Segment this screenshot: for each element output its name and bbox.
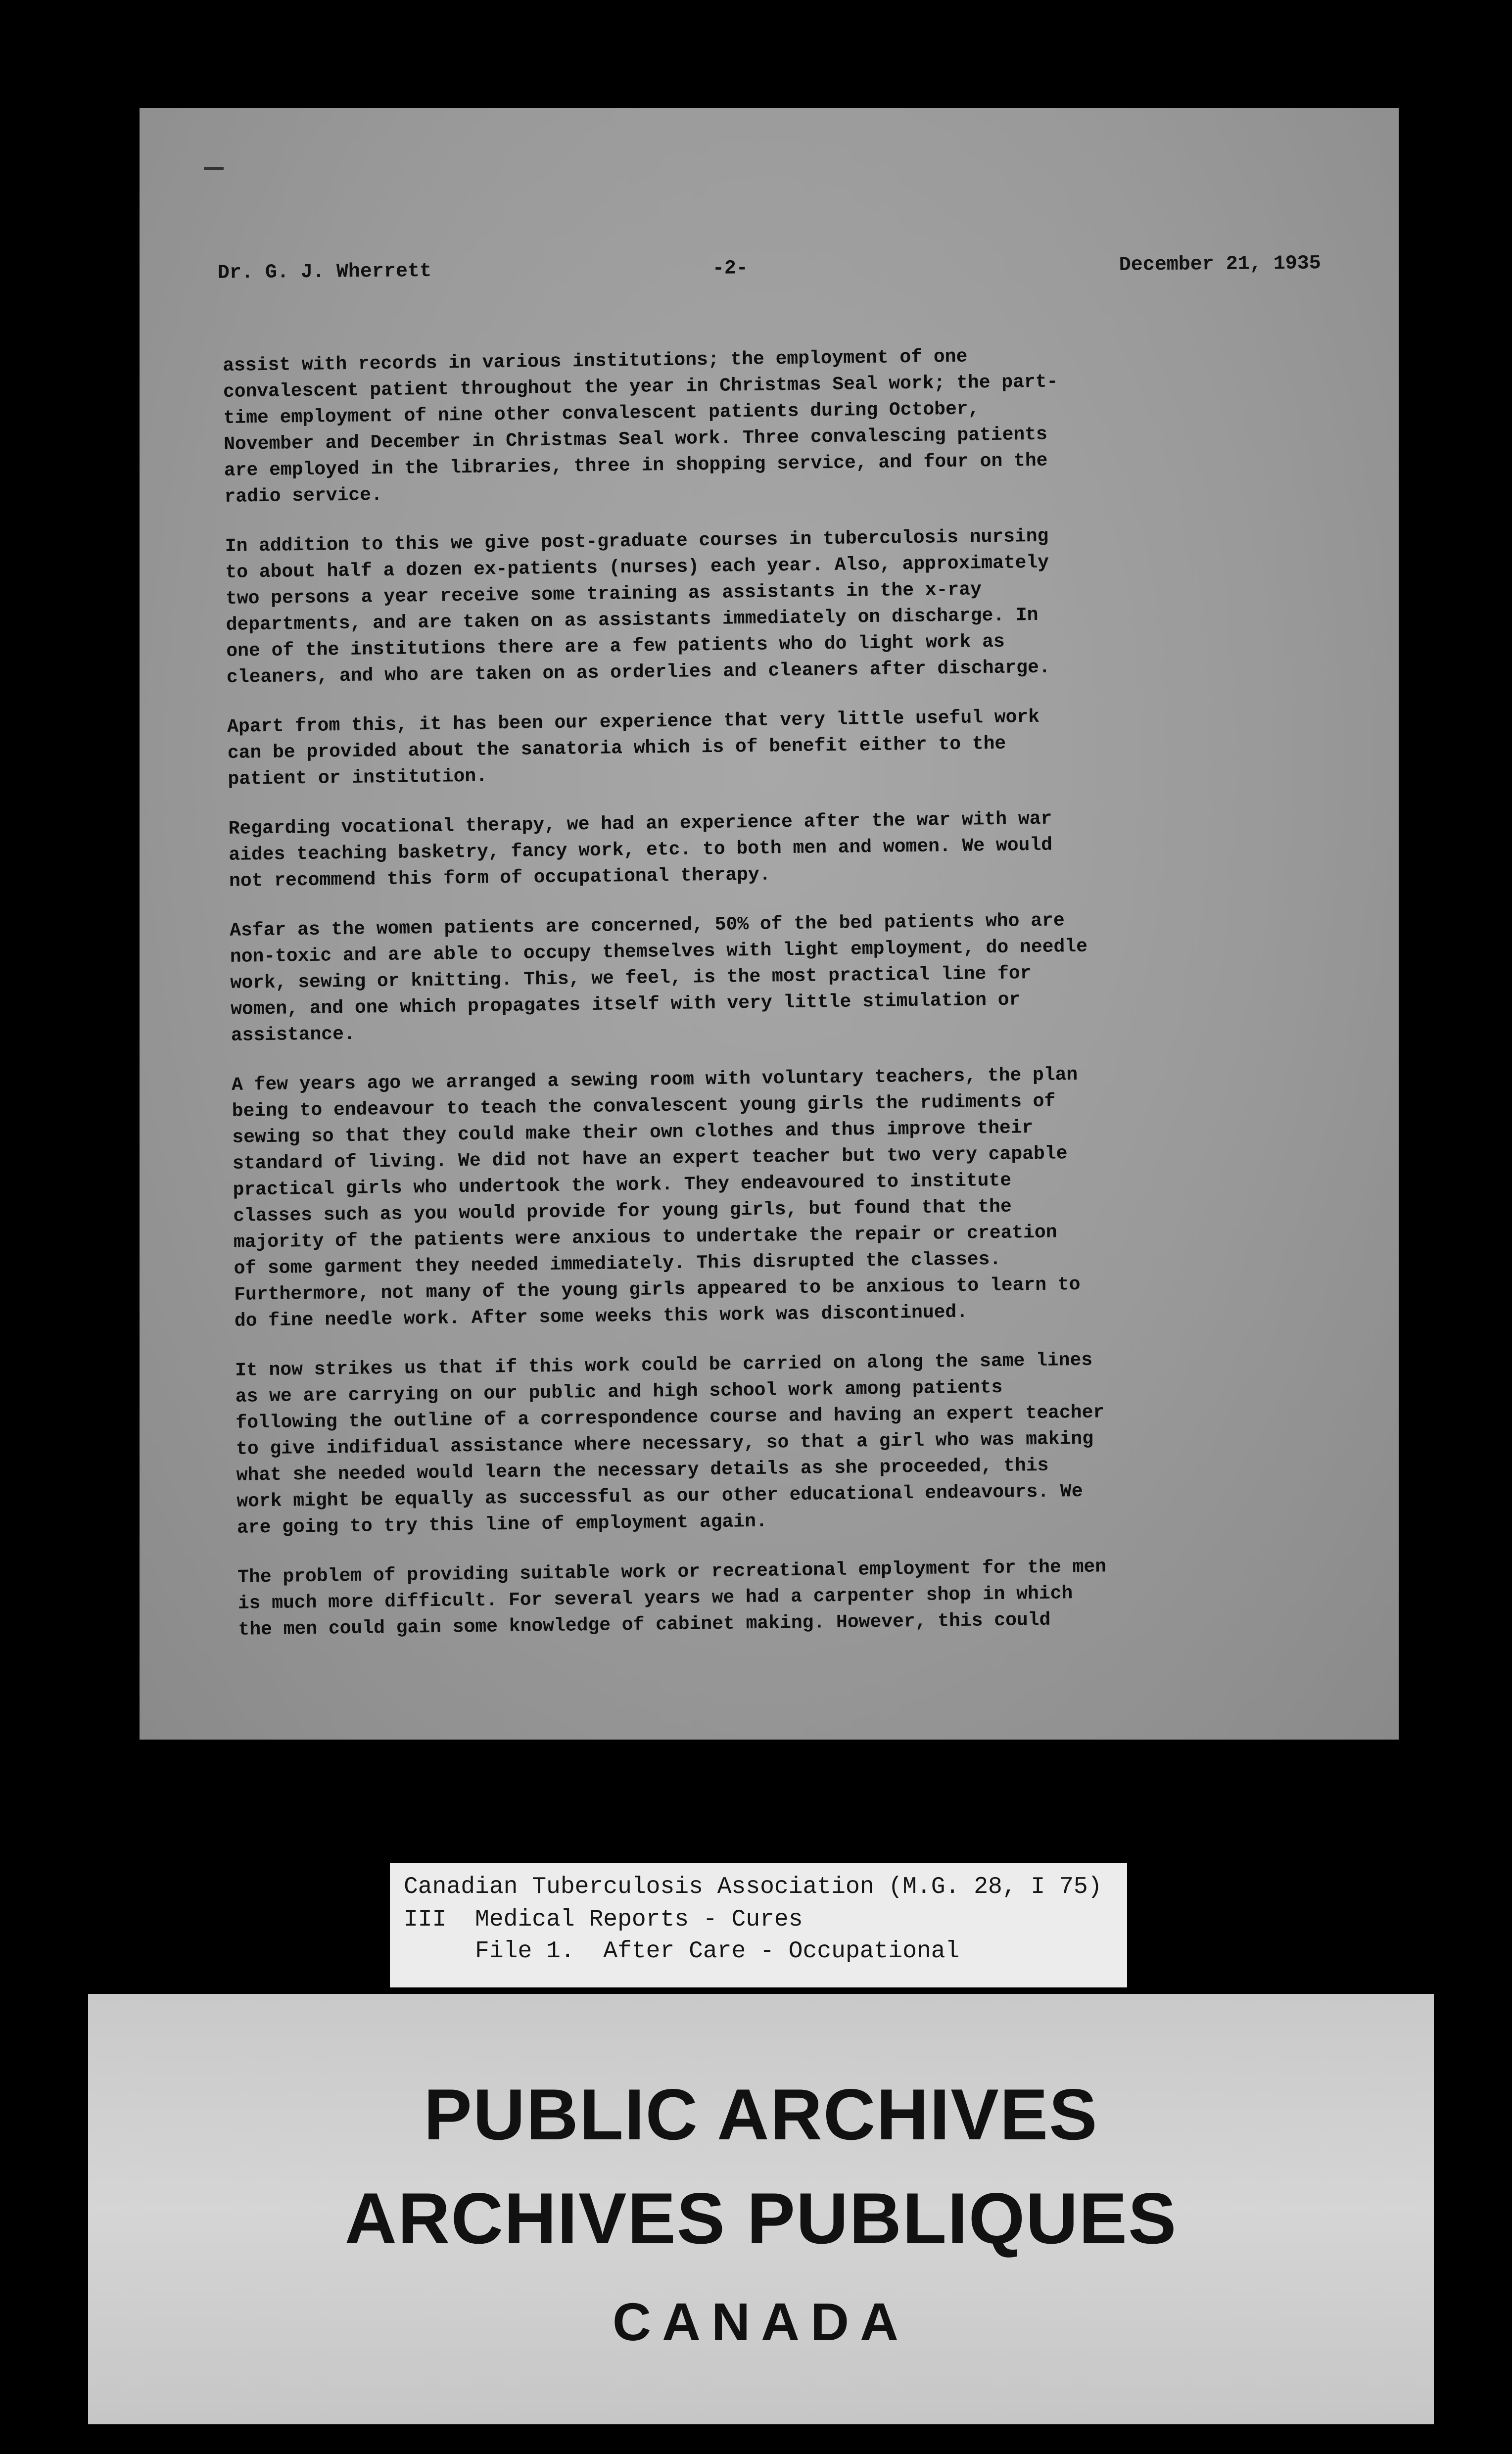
paragraph-7: It now strikes us that if this work could be carried on along the same lines as we are carrying on our public and high school work among patients following the outline of a correspondence course and having an expert teacher to give indifidual assistance where necessary, so that a girl who was making what she needed would learn the necessary details as she proceeded, this work might be equally as successful as our other educational endeavours. We are going to try this line of employment again. [235, 1349, 1105, 1539]
paragraph-3: Apart from this, it has been our experience that very little useful work can be provided about the sanatoria which is of benefit either to the patient or institution. [227, 706, 1040, 790]
letter-date: December 21, 1935 [1119, 252, 1322, 277]
letter-page [140, 108, 1399, 1740]
file-label-series: III Medical Reports - Cures [404, 1906, 803, 1933]
file-label-collection: Canadian Tuberculosis Association (M.G. 28, I 75) [404, 1874, 1102, 1900]
archives-country: CANADA [613, 2292, 909, 2352]
paragraph-5: Asfar as the women patients are concerned, 50% of the bed patients who are non-toxic and are able to occupy themselves with light employment, do needle work, sewing or knitting. This, we feel, is the most practical line for women, and one which propagates itself with very little stimulation or assistance. [230, 910, 1088, 1046]
letter-header [218, 252, 1322, 296]
archives-title-en: PUBLIC ARCHIVES [424, 2074, 1098, 2155]
paragraph-2: In addition to this we give post-graduate courses in tuberculosis nursing to about half a dozen ex-patients (nurses) each year. Also, approximately two persons a year receive some training as assistants in the x-ray departments, and are taken on as assistants immediately on discharge. In one of the institutions there are a few patients who do light work as cleaners, and who are taken on as orderlies and cleaners after discharge. [225, 525, 1050, 688]
addressee: Dr. G. J. Wherrett [217, 260, 432, 284]
letter-body [223, 339, 1357, 1666]
paragraph-8: The problem of providing suitable work or recreational employment for the men is much more difficult. For several years we had a carpenter shop in which the men could gain some knowledge of cabinet making. However, this could [237, 1556, 1107, 1641]
paragraph-1: assist with records in various institutions; the employment of one convalescent patient throughout the year in Christmas Seal work; the part- time employment of nine other convalescent patients during October, November and December in Christmas Seal work. Three convalescing patients are employed in the libraries, three in shopping service, and four on the radio service. [223, 346, 1058, 508]
archives-title-fr: ARCHIVES PUBLIQUES [344, 2178, 1178, 2259]
page-number: -2- [712, 257, 749, 281]
archives-banner [88, 1994, 1434, 2424]
file-label-file: File 1. After Care - Occupational [404, 1938, 960, 1965]
paragraph-4: Regarding vocational therapy, we had an experience after the war with war aides teaching basketry, fancy work, etc. to both men and women. We would not recommend this form of occupational therapy. [228, 808, 1053, 892]
paragraph-6: A few years ago we arranged a sewing room with voluntary teachers, the plan being to endeavour to teach the convalescent young girls the rudiments of sewing so that they could make their own clothes and thus improve their standard of living. We did not have an expert teacher but two very capable practical girls who undertook the work. They endeavoured to institute classes such as you would provide for young girls, but found that the majority of the patients were anxious to undertake the repair or creation of some garment they needed immediately. This disrupted the classes. Furthermore, not many of the young girls appeared to be anxious to learn to do fine needle work. After some weeks this work was discontinued. [231, 1064, 1081, 1332]
file-label [390, 1863, 1127, 1987]
margin-mark [204, 167, 224, 170]
